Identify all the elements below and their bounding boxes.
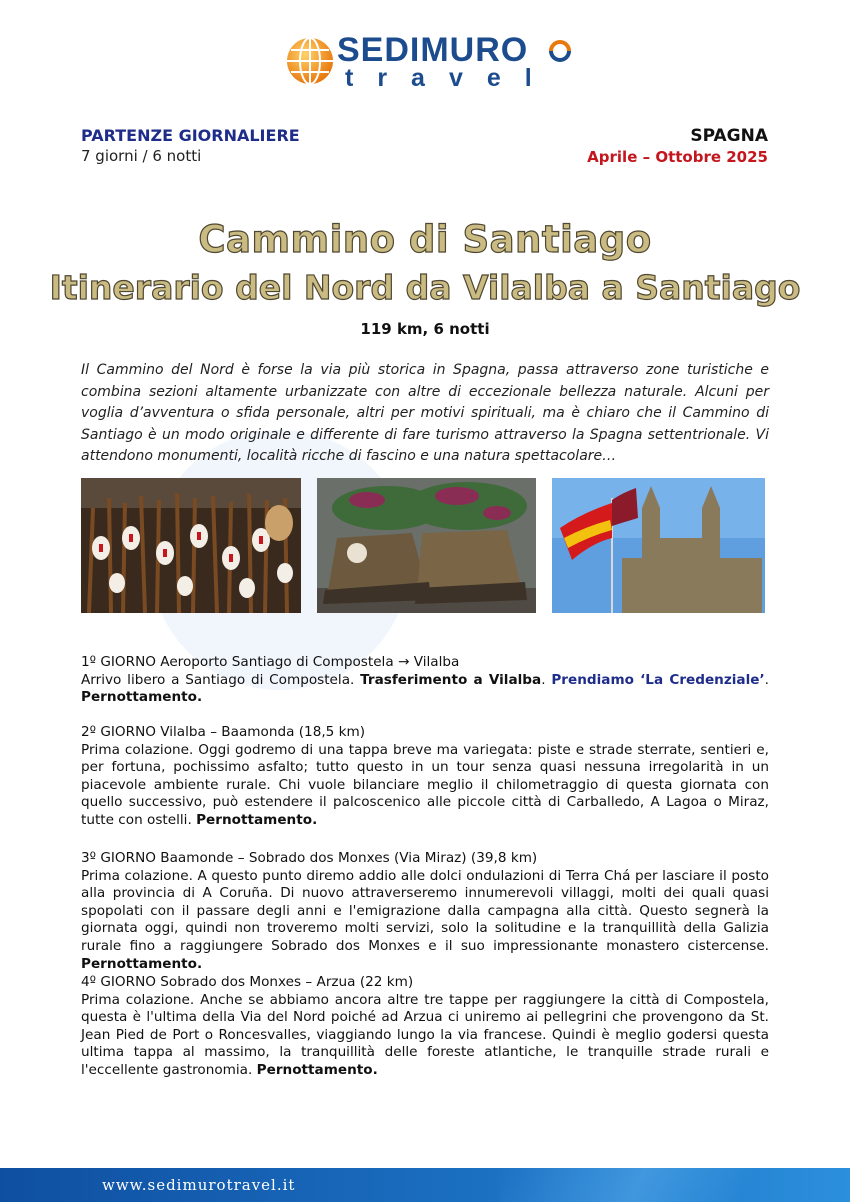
day-4-overnight: Pernottamento. (256, 1061, 378, 1078)
day-2-title: 2º GIORNO Vilalba – Baamonda (18,5 km) (81, 724, 366, 740)
day-3-title: 3º GIORNO Baamonde – Sobrado dos Monxes (Via Miraz) (39,8 km) (81, 850, 538, 866)
day-4-title: 4º GIORNO Sobrado dos Monxes – Arzua (22 km) (81, 974, 414, 990)
day-2-description: Prima colazione. Oggi godremo di una tappa breve ma variegata: piste e strade sterrate, sentieri e, per fortuna, pochissimo asfalto; tutto questo in un tour senza quasi nessuna irregolarità in un piacevole ambiente rurale. Chi vuole bilanciare meglio il chilometraggio di questa giornata con quello successivo, può estendere il palcoscenico alle piccole città di Carballedo, A Lagoa o Miraz, tutte con ostelli. (81, 741, 769, 828)
day-1-overnight: Pernottamento. (81, 689, 203, 706)
country-label: SPAGNA (690, 126, 768, 146)
period-label: Aprile – Ottobre 2025 (587, 148, 768, 166)
page-title: Cammino di Santiago (198, 218, 652, 261)
duration-label: 7 giorni / 6 notti (81, 147, 202, 165)
day-2-section (81, 724, 769, 830)
intro-paragraph: Il Cammino del Nord è forse la via più storica in Spagna, passa attraverso zone turistiche e combina sezioni altamente urbanizzate con altre di eccezionale bellezza naturale. Alcuni per voglia d’avventura o sfida personale, altri per motivi spirituali, ma è chiaro che il Cammino di Santiago è un modo originale e differente di fare turismo attraverso la Spagna settentrionale. Vi attendono monumenti, località ricche di fascino e una natura spettacolare… (81, 362, 769, 465)
day-1-sep: . (541, 671, 552, 688)
day-2-overnight: Pernottamento. (196, 811, 318, 828)
website-link[interactable]: www.sedimurotravel.it (102, 1176, 296, 1194)
header-left (81, 126, 300, 165)
day-1-transfer: Trasferimento a Vilalba (360, 671, 542, 688)
footer-bar (0, 1168, 850, 1202)
day-3-overnight: Pernottamento. (81, 955, 203, 972)
day-1-title: 1º GIORNO Aeroporto Santiago di Compostela → Vilalba (81, 654, 460, 670)
day-3-description: Prima colazione. A questo punto diremo addio alle dolci ondulazioni di Terra Chá per lasciare il posto alla provincia di A Coruña. Di nuovo attraverseremo innumerevoli villaggi, molti dei quali quasi spopolati con il passare degli anni e l'emigrazione dalla campagna alla città. Questo segnerà la giornata oggi, quindi non troveremo molti servizi, solo la solitudine e la tranquillità della Galizia rurale fino a raggiungere Sobrado dos Monxes e il suo impressionante monastero cistercense. (81, 867, 769, 954)
globe-icon (285, 36, 335, 86)
page-subtitle: Itinerario del Nord da Vilalba a Santiago (49, 268, 801, 307)
logo-name: SEDIMURO (337, 31, 529, 69)
cathedral-photo (552, 478, 765, 613)
day-4-text (81, 992, 769, 1080)
day-4-description: Prima colazione. Anche se abbiamo ancora altre tre tappe per raggiungere la città di Compostela, questa è l'ultima della Via del Nord poiché ad Arzua ci uniremo ai pellegrini che provengono da St. Jean Pied de Port o Roncesvalles, viaggiando lungo la via francese. Quindi è meglio godersi questa ultima tappa al massimo, la tranquillità delle foreste atlantiche, le tranquille strade rurali e l'eccellente gastronomia. (81, 991, 769, 1078)
hiking-boots-photo (317, 478, 536, 613)
logo-arc-icon (547, 38, 573, 64)
sedimuro-logo[interactable] (285, 31, 585, 92)
day-3-text (81, 868, 769, 974)
day-2-text (81, 742, 769, 830)
day-4-section (81, 974, 769, 1080)
header-right (587, 126, 768, 166)
day-1-section (81, 654, 769, 707)
day-1-sep2: . (764, 671, 769, 688)
day-3-section (81, 850, 769, 973)
pilgrim-staffs-photo (81, 478, 301, 613)
day-1-credential: Prendiamo ‘La Credenziale’ (551, 671, 765, 688)
footer-stripe (500, 1168, 850, 1202)
distance-label: 119 km, 6 notti (360, 320, 490, 338)
day-1-intro: Arrivo libero a Santiago di Compostela. (81, 671, 361, 688)
logo-sub: travel (345, 64, 556, 92)
day-1-text (81, 672, 769, 707)
departures-label: PARTENZE GIORNALIERE (81, 126, 300, 145)
